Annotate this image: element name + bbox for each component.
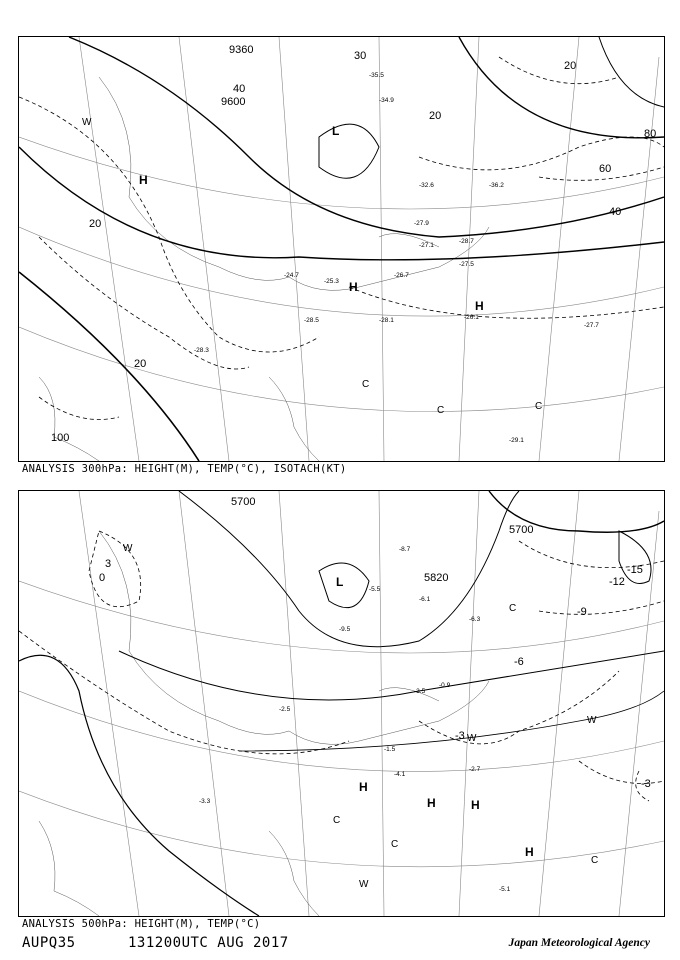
panel-caption-500hpa: ANALYSIS 500hPa: HEIGHT(M), TEMP(°C) — [22, 918, 261, 930]
cold-marker: C — [535, 401, 543, 412]
temp-plot: -32.6 — [419, 182, 434, 189]
isotherm-contours-dashed — [19, 531, 664, 801]
isotach-label: 40 — [233, 83, 246, 95]
temp-plot: -6.3 — [469, 616, 481, 623]
temp-plot: -6.1 — [419, 596, 431, 603]
map-500hpa-canvas — [19, 491, 664, 916]
temp-plot: -25.3 — [324, 278, 339, 285]
isotherm-label: -3 — [641, 778, 651, 790]
high-center: H — [525, 845, 534, 859]
station-temperature-plots — [194, 72, 599, 444]
temp-plot: -8.7 — [399, 546, 411, 553]
temp-plot: -28.1 — [379, 317, 394, 324]
region-markers — [123, 543, 598, 890]
isotach-label: 40 — [609, 206, 622, 218]
isotach-label: 20 — [134, 358, 147, 370]
temp-plot: -27.9 — [414, 220, 429, 227]
isotherm-label: -3 — [455, 730, 465, 742]
cold-marker: C — [509, 603, 517, 614]
temp-plot: -26.7 — [394, 272, 409, 279]
low-center: L — [336, 575, 344, 589]
temp-plot: -29.1 — [509, 437, 524, 444]
isotach-label: 80 — [644, 128, 657, 140]
temp-plot: -1.5 — [384, 746, 396, 753]
height-label: 5700 — [509, 524, 534, 536]
temp-plot: -27.1 — [419, 242, 434, 249]
high-center: H — [359, 780, 368, 794]
temp-plot: -36.2 — [489, 182, 504, 189]
map-panel-500hpa — [18, 490, 665, 917]
isotherm-contours-dashed — [19, 57, 664, 420]
height-contours-solid — [19, 491, 664, 916]
temp-plot: -4.1 — [394, 771, 406, 778]
temp-plot: -5.5 — [369, 586, 381, 593]
isotherm-label: -9 — [577, 606, 587, 618]
pressure-centers — [336, 575, 534, 859]
graticule — [19, 37, 664, 461]
low-center: L — [332, 124, 340, 138]
temp-plot: -26.1 — [464, 314, 479, 321]
isotach-label: 100 — [51, 432, 70, 444]
agency-name: Japan Meteorological Agency — [508, 937, 650, 949]
cold-marker: C — [591, 855, 599, 866]
high-center: H — [471, 798, 480, 812]
temp-plot: -3.3 — [199, 798, 211, 805]
temp-plot: -35.5 — [369, 72, 384, 79]
cold-marker: C — [437, 405, 445, 416]
height-labels — [221, 44, 253, 108]
temp-plot: -9.5 — [339, 626, 351, 633]
high-center: H — [349, 280, 358, 294]
isotach-label: 30 — [354, 50, 367, 62]
map-panel-300hpa — [18, 36, 665, 462]
isotherm-label: -15 — [627, 564, 643, 576]
temp-plot: -2.5 — [279, 706, 291, 713]
temp-plot: -2.7 — [469, 766, 481, 773]
isotherm-label: -12 — [609, 576, 625, 588]
warm-marker: W — [587, 715, 597, 726]
isotherm-label: 0 — [99, 572, 106, 584]
isotach-label: 60 — [599, 163, 612, 175]
cold-marker: C — [333, 815, 341, 826]
warm-marker: W — [82, 117, 92, 128]
height-label: 5700 — [231, 496, 256, 508]
temp-plot: -0.9 — [439, 682, 451, 689]
temp-plot: -3.5 — [414, 688, 426, 695]
temp-plot: -28.7 — [459, 238, 474, 245]
isotherm-label: 3 — [105, 558, 112, 570]
cold-marker: C — [362, 379, 370, 390]
height-label: 9600 — [221, 96, 246, 108]
valid-time: 131200UTC AUG 2017 — [128, 935, 289, 951]
temp-plot: -24.7 — [284, 272, 299, 279]
coastlines — [39, 531, 489, 916]
height-labels — [231, 496, 533, 584]
high-center: H — [427, 796, 436, 810]
height-label: 5820 — [424, 572, 449, 584]
product-code: AUPQ35 — [22, 935, 76, 951]
height-label: 9360 — [229, 44, 254, 56]
temp-plot: -27.7 — [584, 322, 599, 329]
warm-marker: W — [467, 733, 477, 744]
temp-plot: -28.3 — [194, 347, 209, 354]
temp-plot: -28.5 — [304, 317, 319, 324]
isotach-label: 20 — [564, 60, 577, 72]
temp-plot: -34.9 — [379, 97, 394, 104]
isotach-label: 20 — [89, 218, 102, 230]
pressure-centers — [139, 124, 484, 313]
map-300hpa-canvas — [19, 37, 664, 461]
high-center: H — [475, 299, 484, 313]
graticule — [19, 491, 664, 916]
warm-marker: W — [123, 543, 133, 554]
warm-marker: W — [359, 879, 369, 890]
high-center: H — [139, 173, 148, 187]
height-contours-solid — [19, 37, 664, 461]
temp-plot: -5.1 — [499, 886, 511, 893]
isotherm-label: -6 — [514, 656, 524, 668]
coastlines — [39, 77, 489, 461]
panel-caption-300hpa: ANALYSIS 300hPa: HEIGHT(M), TEMP(°C), ISOTACH(KT) — [22, 463, 347, 475]
temp-plot: -27.5 — [459, 261, 474, 268]
isotach-label: 20 — [429, 110, 442, 122]
cold-marker: C — [391, 839, 399, 850]
